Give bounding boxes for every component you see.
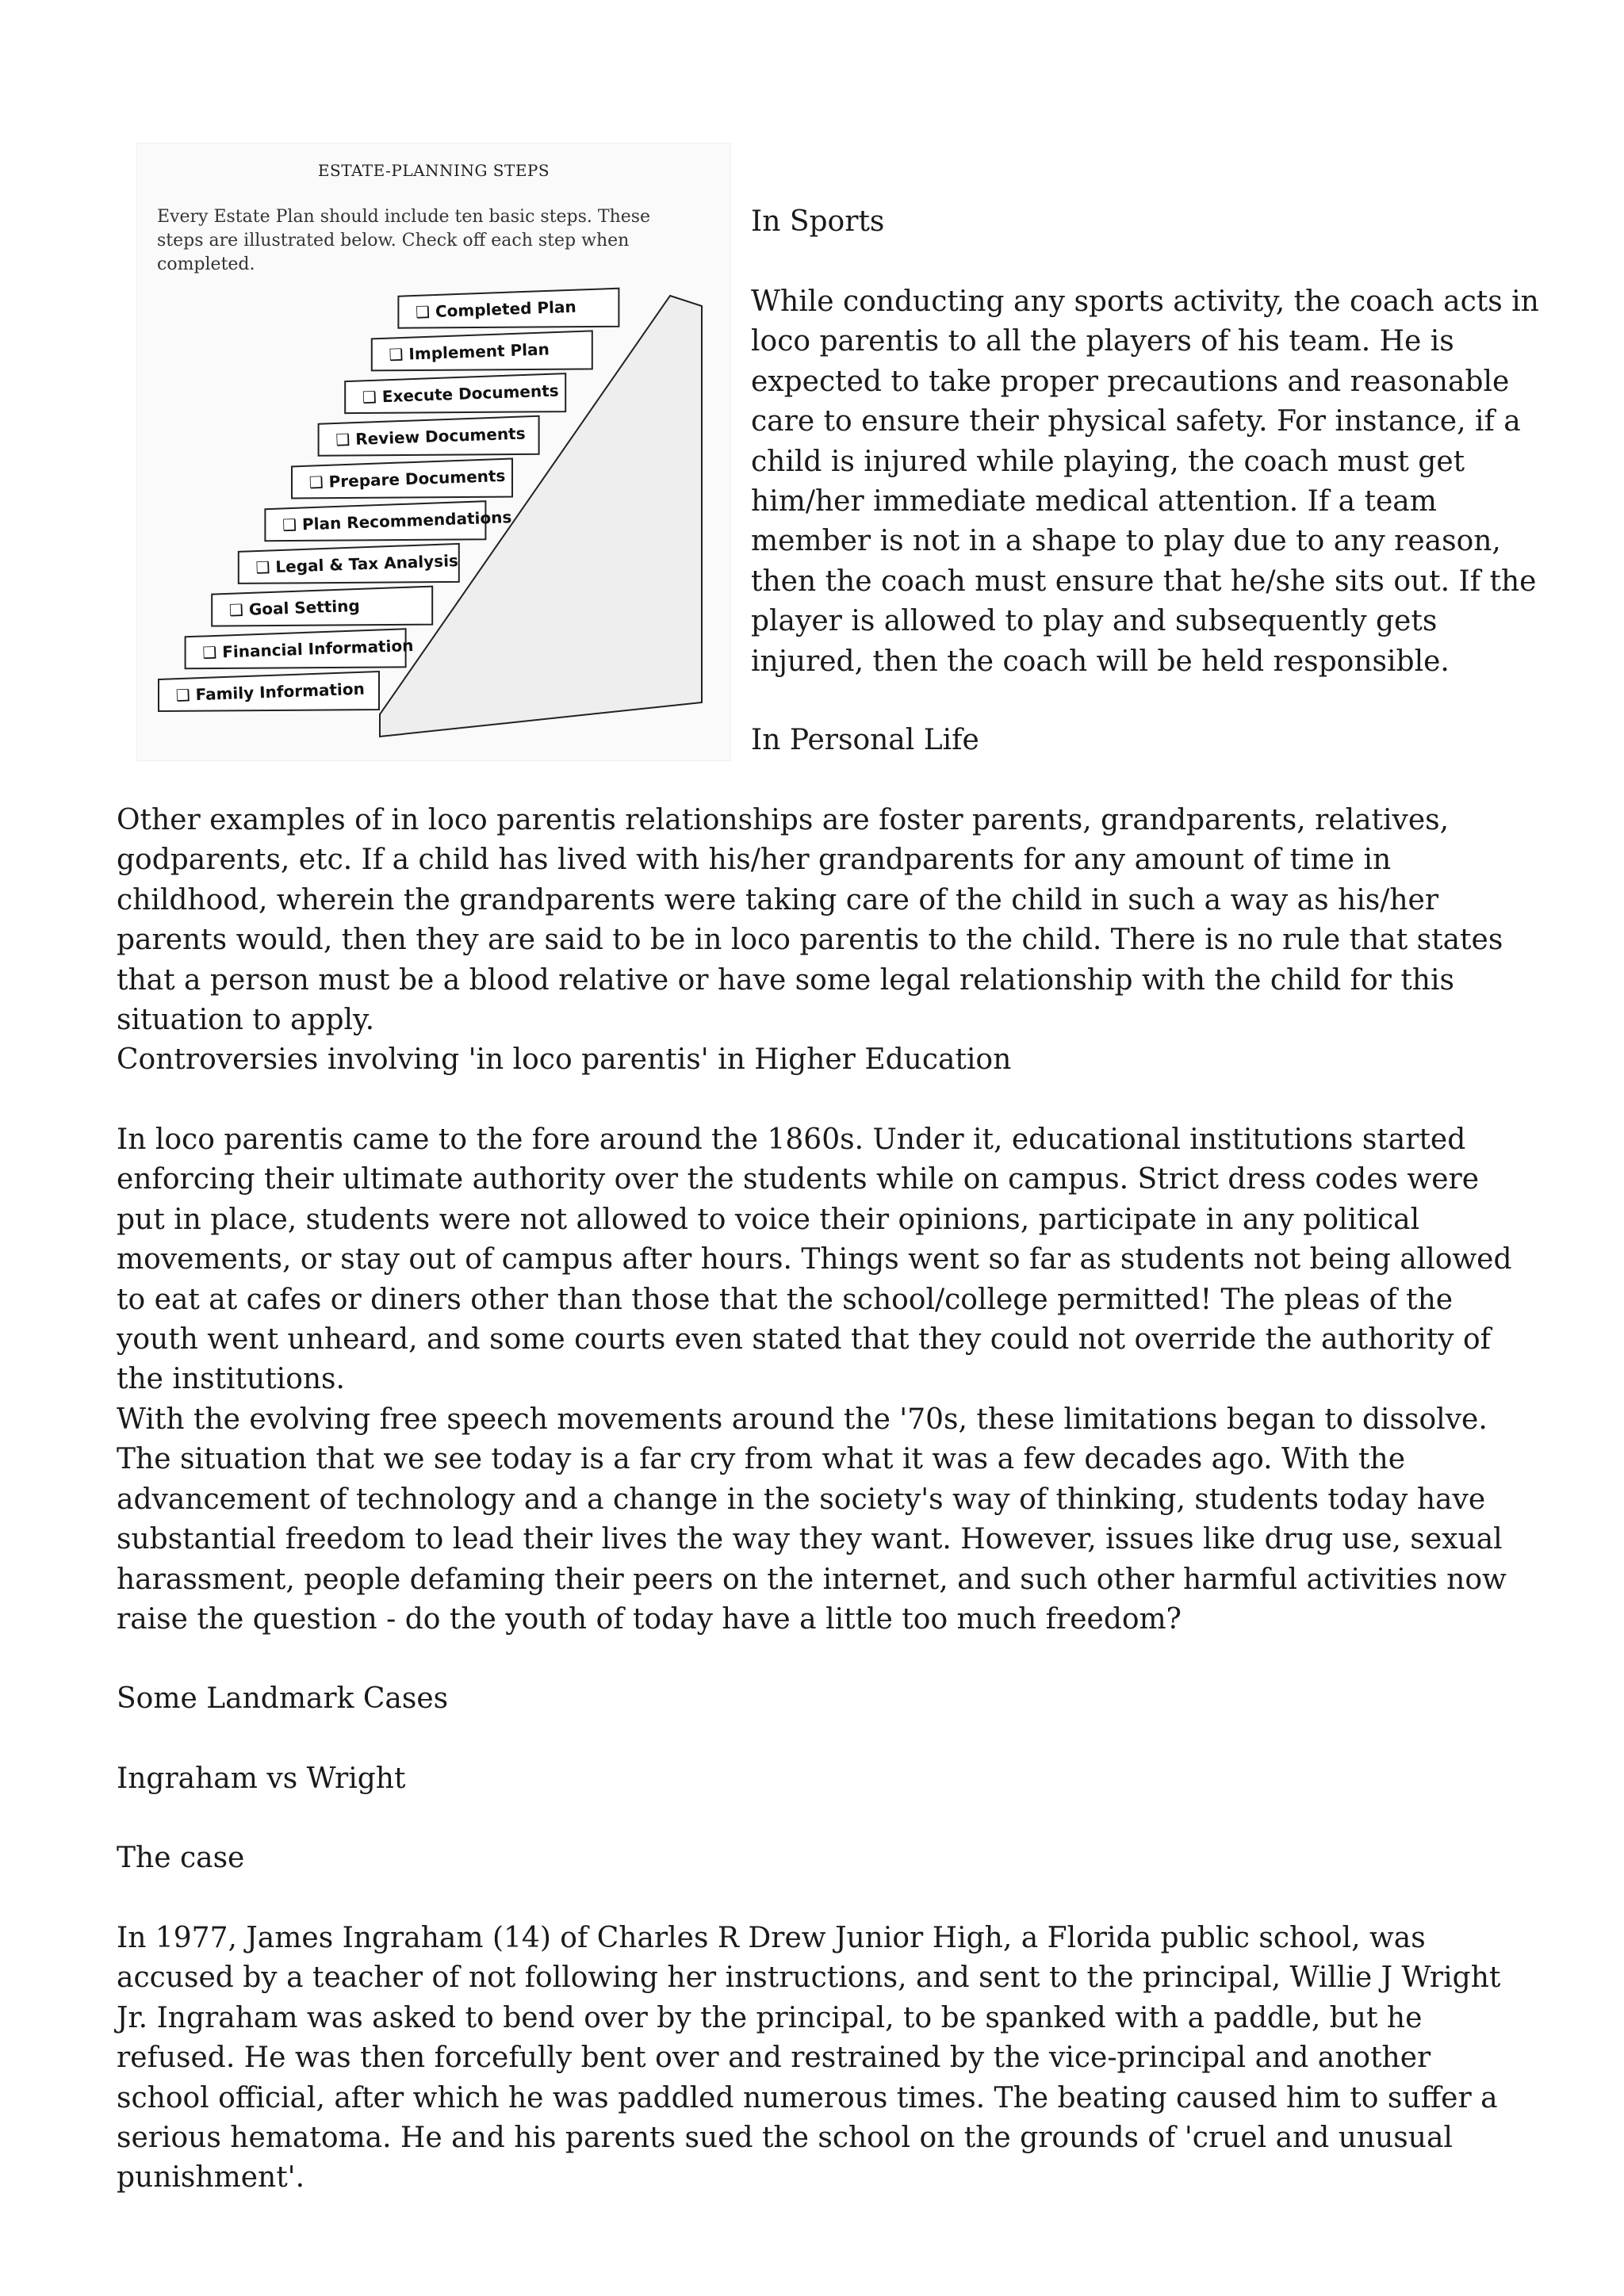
staircase-step: [319, 416, 539, 456]
staircase-step: [372, 331, 592, 370]
paragraph-controversies-2: With the evolving free speech movements around the '70s, these limitations began to dissolve. The situation that we see today is a far cry from what it was a few decades ago. With the advancement of technology and a change in the society's way of thinking, students today have substantial freedom to lead their lives the way they want. However, issues like drug use, sexual harassment, people defaming their peers on the internet, and such other harmful activities now raise the question - do the youth of today have a little too much freedom?: [117, 1403, 1507, 1636]
staircase-step: [159, 672, 379, 711]
heading-in-sports: In Sports: [751, 205, 885, 238]
step-label: ❑ Legal & Tax Analysis: [255, 550, 459, 577]
staircase-step: [239, 544, 459, 584]
paragraph-controversies-1: In loco parentis came to the fore around the 1860s. Under it, educational institutions started enforcing their ultimate authority over the students while on campus. Strict dress codes were put in place, students were not allowed to voice their opinions, participate in any political movements, or stay out of campus after hours. Things went so far as students not being allowed to eat at cafes or diners other than those that the school/college permitted! The pleas of the youth went unheard, and some courts even stated that they could not override the authority of the institutions.: [117, 1123, 1512, 1396]
step-label: ❑ Goal Setting: [228, 595, 361, 620]
figure-intro: Every Estate Plan should include ten basic steps. These steps are illustrated below. Check off each step when completed.: [157, 207, 651, 274]
staircase-step: [292, 459, 512, 499]
step-label: ❑ Family Information: [175, 679, 366, 705]
paragraph-case: In 1977, James Ingraham (14) of Charles R Drew Junior High, a Florida public school, was accused by a teacher of not following her instructions, and sent to the principal, Willie J Wright Jr. Ingraham was asked to bend over by the principal, to be spanked with a paddle, but he refused. He was then forcefully bent over and restrained by the vice-principal and another school official, after which he was paddled numerous times. The beating caused him to suffer a serious hematoma. He and his parents sued the school on the grounds of 'cruel and unusual punishment'.: [117, 1922, 1501, 2195]
paragraph-personal-life: Other examples of in loco parentis relationships are foster parents, grandparents, relatives, godparents, etc. If a child has lived with his/her grandparents for any amount of time in childhood, wherein the grandparents were taking care of the child in such a way as his/her parents would, then they are said to be in loco parentis to the child. There is no rule that states that a person must be a blood relative or have some legal relationship with the child for this situation to apply.: [117, 804, 1503, 1037]
step-label: ❑ Financial Information: [201, 636, 414, 663]
heading-personal-life: In Personal Life: [751, 724, 979, 756]
estate-planning-figure: [136, 143, 731, 761]
step-label: ❑ Completed Plan: [415, 297, 576, 322]
step-label: ❑ Execute Documents: [362, 381, 559, 408]
step-label: ❑ Plan Recommendations: [282, 507, 512, 535]
staircase-step: [398, 289, 619, 328]
case-title: Ingraham vs Wright: [117, 1762, 406, 1795]
step-label: ❑ Review Documents: [335, 423, 526, 450]
step-label: ❑ Prepare Documents: [308, 465, 506, 492]
staircase-step: [212, 587, 432, 626]
heading-the-case: The case: [117, 1842, 245, 1874]
staircase-step: [186, 629, 414, 668]
staircase-diagram: [137, 144, 730, 760]
figure-title: ESTATE-PLANNING STEPS: [317, 161, 550, 180]
heading-landmark-cases: Some Landmark Cases: [117, 1682, 449, 1715]
staircase-step: [345, 373, 565, 413]
paragraph-sports: While conducting any sports activity, the coach acts in loco parentis to all the players of his team. He is expected to take proper precautions and reasonable care to ensure their physical safety. For instance, if a child is injured while playing, the coach must get him/her immediate medical attention. If a team member is not in a shape to play due to any reason, then the coach must ensure that he/she sits out. If the player is allowed to play and subsequently gets injured, then the coach will be held responsible.: [751, 285, 1539, 678]
staircase-step: [265, 501, 511, 541]
heading-controversies: Controversies involving 'in loco parentis' in Higher Education: [117, 1043, 1012, 1076]
step-label: ❑ Implement Plan: [389, 339, 550, 365]
